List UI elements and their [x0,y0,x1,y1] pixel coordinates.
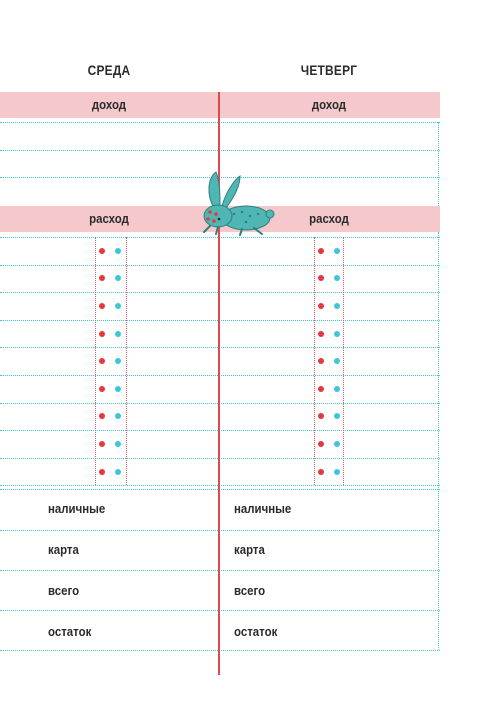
expense-dot-cyan [334,331,340,337]
expense-dot-red [318,303,324,309]
expense-dot-cyan [115,331,121,337]
expense-dot-red [99,386,105,392]
day-header-thursday: ЧЕТВЕРГ [300,62,358,78]
expense-dot-cyan [115,386,121,392]
expense-dot-red [99,413,105,419]
expense-dot-cyan [334,303,340,309]
total-label-wednesday: всего [48,583,80,598]
expense-row-line [0,347,440,348]
expense-dot-red [99,248,105,254]
expense-column-rule [314,237,315,485]
income-label-wednesday: доход [91,97,127,112]
expense-dot-cyan [334,248,340,254]
expense-right-border [438,232,439,650]
income-band [0,92,440,118]
expense-dot-cyan [334,386,340,392]
cash-label-wednesday: наличные [48,501,106,516]
expense-dot-cyan [115,441,121,447]
expense-dot-cyan [115,303,121,309]
expense-dot-cyan [334,441,340,447]
remainder-label-thursday: остаток [234,624,278,639]
income-row-line [0,122,440,123]
expense-dot-cyan [115,248,121,254]
expense-row-line [0,292,440,293]
expense-dot-red [318,441,324,447]
income-row-line [0,150,440,151]
expense-dot-red [99,358,105,364]
summary-line [0,570,440,571]
expense-row-line [0,265,440,266]
expense-column-rule [126,237,127,485]
summary-line [0,530,440,531]
expense-dot-red [318,386,324,392]
bunny-icon [196,164,276,244]
expense-dot-cyan [115,358,121,364]
income-right-border [438,122,439,206]
summary-line [0,610,440,611]
expense-dot-cyan [115,275,121,281]
expense-row-line [0,430,440,431]
expense-column-rule [343,237,344,485]
expense-dot-red [318,275,324,281]
expense-dot-red [318,469,324,475]
expense-dot-red [318,248,324,254]
expense-dot-cyan [334,275,340,281]
expense-dot-red [99,331,105,337]
expense-column-rule [95,237,96,485]
expense-dot-red [99,441,105,447]
expense-dot-red [99,275,105,281]
expense-row-line [0,485,440,486]
day-header-wednesday: СРЕДА [87,62,131,78]
expense-dot-red [99,303,105,309]
card-label-thursday: карта [234,542,265,557]
expense-row-line [0,458,440,459]
expense-row-line [0,320,440,321]
expense-dot-cyan [115,469,121,475]
expense-dot-cyan [334,413,340,419]
expense-label-thursday: расход [309,211,349,226]
card-label-wednesday: карта [48,542,79,557]
expense-dot-red [99,469,105,475]
income-label-thursday: доход [311,97,347,112]
expense-dot-red [318,358,324,364]
cash-label-thursday: наличные [234,501,292,516]
expense-row-line [0,375,440,376]
summary-line [0,489,440,490]
expense-dot-cyan [115,413,121,419]
total-label-thursday: всего [234,583,266,598]
expense-dot-red [318,331,324,337]
remainder-label-wednesday: остаток [48,624,92,639]
expense-dot-cyan [334,469,340,475]
expense-row-line [0,403,440,404]
expense-label-wednesday: расход [89,211,129,226]
summary-line [0,650,440,651]
expense-dot-red [318,413,324,419]
expense-dot-cyan [334,358,340,364]
